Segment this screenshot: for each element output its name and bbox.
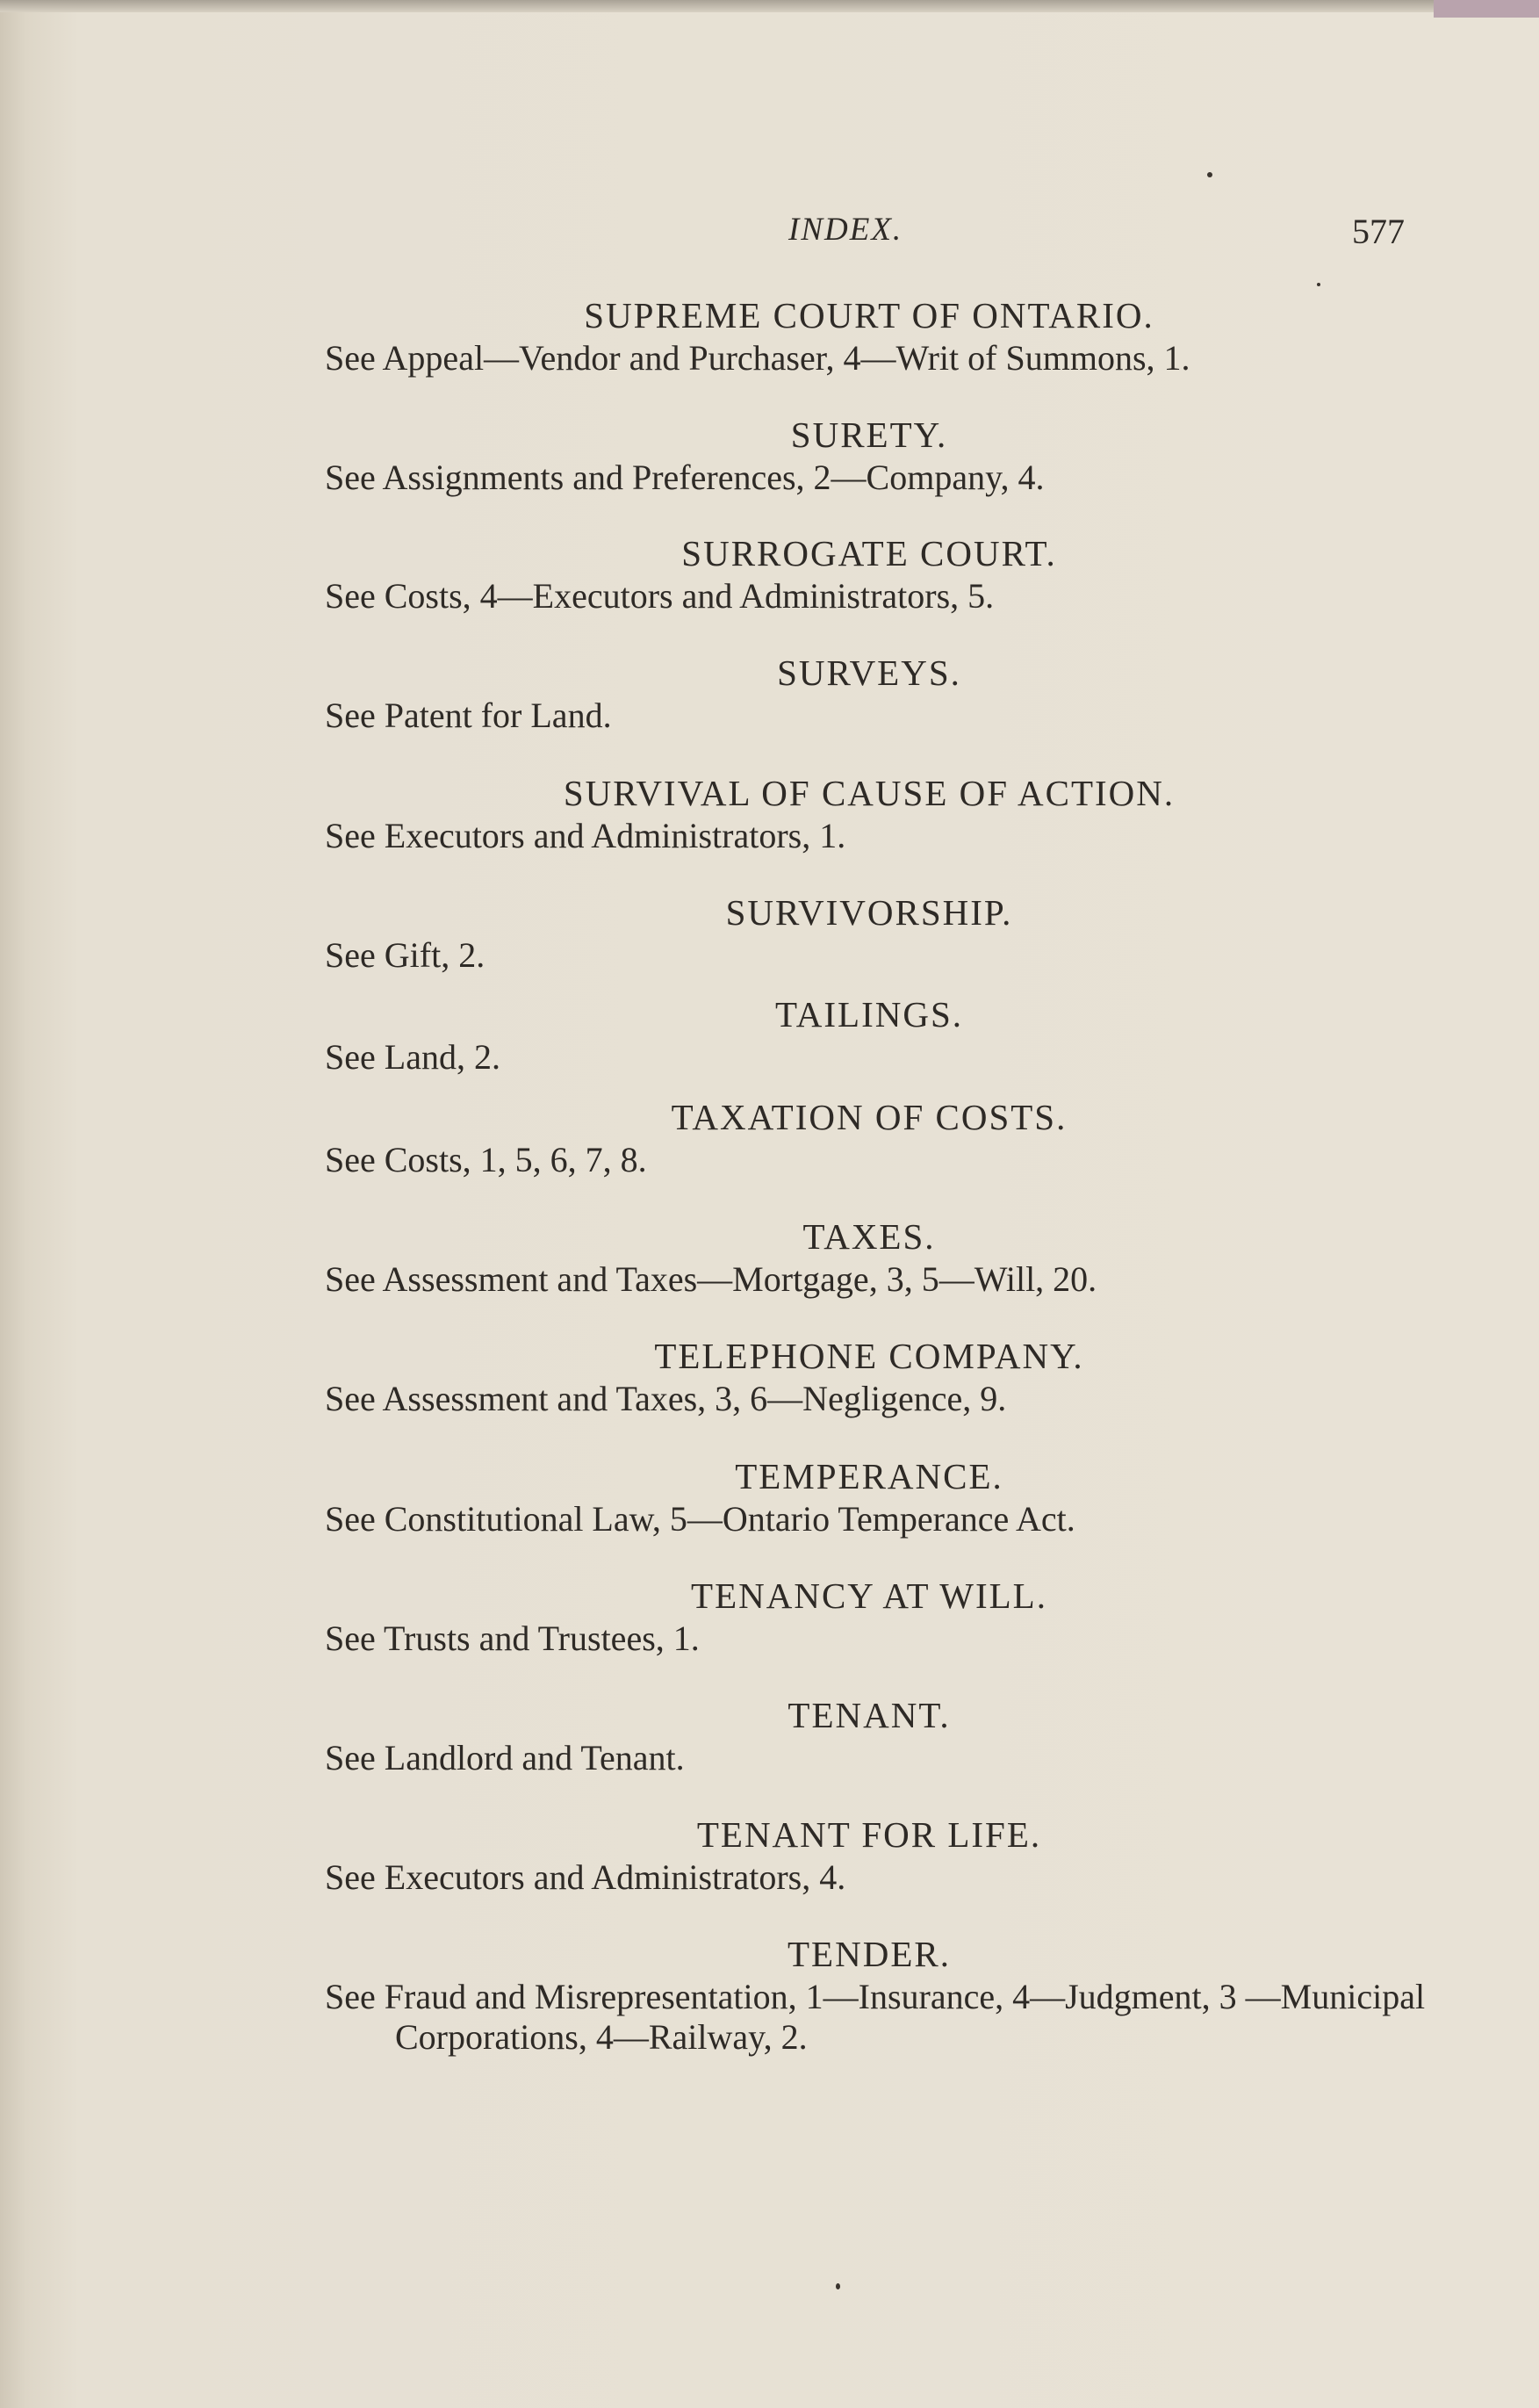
index-entry — [325, 412, 1413, 498]
index-entry — [325, 890, 1413, 976]
index-entry — [325, 991, 1413, 1078]
entry-reference: See Constitutional Law, 5—Ontario Temperance Act. — [325, 1499, 1075, 1539]
entry-heading: SURVIVAL OF CAUSE OF ACTION. — [563, 773, 1176, 813]
entry-heading: SURVEYS. — [777, 652, 961, 693]
cover-corner — [1434, 0, 1539, 18]
entry-reference: See Assessment and Taxes—Mortgage, 3, 5—Will, 20. — [325, 1259, 1097, 1299]
entry-reference: See Fraud and Misrepresentation, 1—Insurance, 4—Judgment, 3 —Municipal Corporations, 4—Railway, 2. — [325, 1977, 1426, 2057]
index-entry — [325, 1573, 1413, 1659]
entry-heading: TENANT FOR LIFE. — [696, 1814, 1042, 1855]
index-entry — [325, 1333, 1413, 1419]
entry-heading: TAXATION OF COSTS. — [671, 1097, 1068, 1137]
paper-speck — [1207, 172, 1212, 177]
entry-reference: See Land, 2. — [325, 1037, 500, 1077]
entry-heading: TENANCY AT WILL. — [691, 1575, 1047, 1616]
index-entry — [325, 650, 1413, 736]
index-entry — [325, 1453, 1413, 1539]
entry-reference: See Assessment and Taxes, 3, 6—Negligence, 9. — [325, 1379, 1007, 1418]
entry-reference: See Costs, 4—Executors and Administrators, 5. — [325, 576, 995, 616]
entry-heading: TAILINGS. — [775, 994, 963, 1035]
entry-reference: See Appeal—Vendor and Purchaser, 4—Writ of Summons, 1. — [325, 338, 1190, 378]
entry-reference: See Trusts and Trustees, 1. — [325, 1619, 700, 1658]
entry-reference: See Gift, 2. — [325, 935, 485, 975]
index-entry — [325, 1812, 1413, 1898]
index-entry — [325, 292, 1413, 379]
entry-reference: See Costs, 1, 5, 6, 7, 8. — [325, 1140, 647, 1179]
index-entry — [325, 1094, 1413, 1180]
entry-reference: See Patent for Land. — [325, 696, 612, 735]
entry-heading: TEMPERANCE. — [735, 1456, 1003, 1496]
entry-heading: TELEPHONE COMPANY. — [654, 1336, 1084, 1376]
running-title: INDEX. — [788, 212, 903, 248]
entry-heading: TENANT. — [787, 1695, 951, 1735]
running-head — [0, 211, 1539, 255]
index-entry — [325, 1931, 1426, 2058]
paper-speck — [1317, 283, 1320, 286]
index-entry — [325, 770, 1413, 856]
index-entry — [325, 1214, 1413, 1300]
entry-heading: SURETY. — [790, 415, 948, 455]
entry-reference: See Landlord and Tenant. — [325, 1738, 685, 1777]
page-top-edge — [0, 0, 1539, 12]
entry-reference: See Assignments and Preferences, 2—Company, 4. — [325, 458, 1045, 497]
entry-heading: SUPREME COURT OF ONTARIO. — [584, 295, 1154, 335]
paper-speck — [836, 2283, 840, 2289]
entry-reference: See Executors and Administrators, 4. — [325, 1857, 846, 1897]
entry-reference: See Executors and Administrators, 1. — [325, 816, 846, 855]
entry-heading: TAXES. — [802, 1216, 936, 1257]
entry-heading: TENDER. — [787, 1934, 951, 1974]
index-entry — [325, 530, 1413, 616]
page-number: 577 — [1352, 212, 1405, 251]
entry-heading: SURVIVORSHIP. — [725, 892, 1013, 933]
entry-heading: SURROGATE COURT. — [681, 533, 1057, 573]
index-entry — [325, 1692, 1413, 1778]
